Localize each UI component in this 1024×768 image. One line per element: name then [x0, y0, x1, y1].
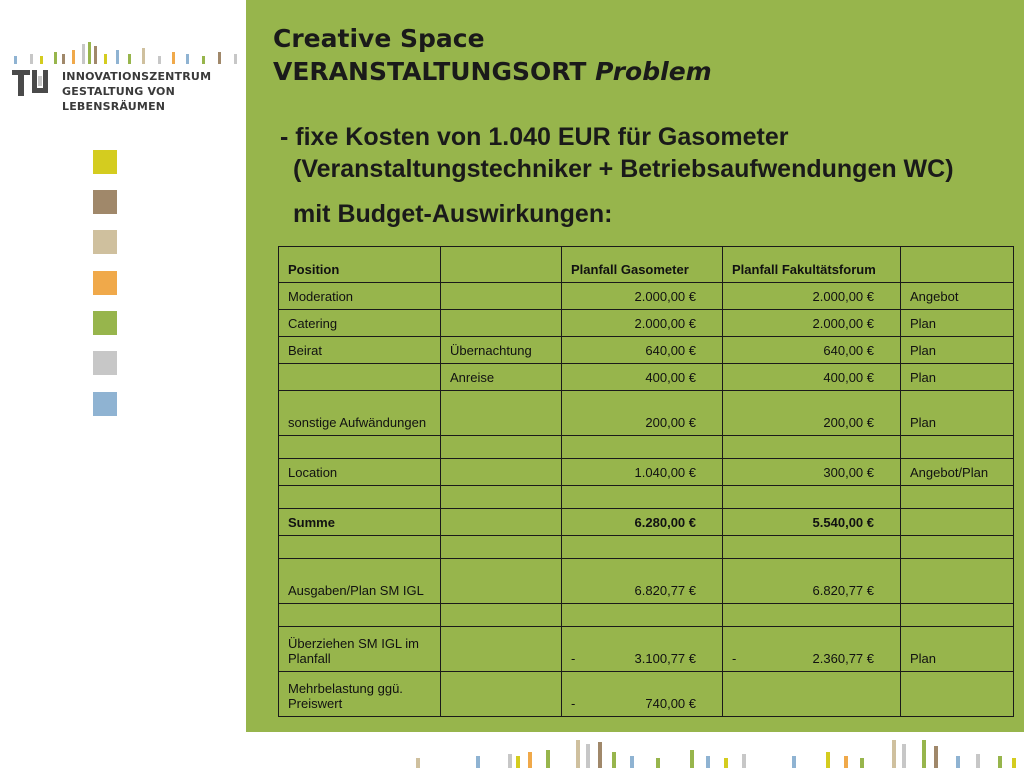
table-cell: 300,00 €: [723, 459, 901, 486]
table-cell: 2.000,00 €: [562, 283, 723, 310]
table-cell: Mehrbelastung ggü. Preiswert: [279, 672, 441, 717]
logo-bars-decoration: [12, 42, 244, 64]
table-row: [279, 559, 1014, 604]
table-cell: 2.000,00 €: [723, 310, 901, 337]
table-row: [279, 283, 1014, 310]
table-cell: 400,00 €: [723, 364, 901, 391]
decor-bar: [934, 746, 938, 768]
table-cell: Angebot/Plan: [901, 459, 1014, 486]
table-cell: [723, 627, 901, 672]
table-cell: [723, 604, 901, 627]
decor-bar: [956, 756, 960, 768]
table-cell: 400,00 €: [562, 364, 723, 391]
decor-bar: [902, 744, 906, 768]
table-cell: [279, 536, 441, 559]
decor-bar: [826, 752, 830, 768]
table-cell: [901, 672, 1014, 717]
table-cell: 5.540,00 €: [723, 509, 901, 536]
table-cell: Beirat: [279, 337, 441, 364]
table-cell: 200,00 €: [562, 391, 723, 436]
table-cell: Ausgaben/Plan SM IGL: [279, 559, 441, 604]
left-panel: [0, 0, 246, 768]
color-swatch: [93, 190, 117, 214]
bullet-line-1: - fixe Kosten von 1.040 EUR für Gasometer: [280, 123, 789, 151]
bottom-decoration: [246, 732, 1024, 768]
minus-sign: -: [571, 696, 576, 711]
subtitle-italic: Problem: [595, 57, 712, 86]
table-cell: [562, 672, 723, 717]
table-header-cell: [441, 247, 562, 283]
table-header-cell: Planfall Fakultätsforum: [723, 247, 901, 283]
table-cell: [562, 604, 723, 627]
table-cell: Überziehen SM IGL im Planfall: [279, 627, 441, 672]
table-row: [279, 364, 1014, 391]
color-swatch: [93, 271, 117, 295]
table-cell: [441, 283, 562, 310]
table-row: [279, 604, 1014, 627]
table-cell: [441, 391, 562, 436]
table-header-cell: Planfall Gasometer: [562, 247, 723, 283]
table-cell: 1.040,00 €: [562, 459, 723, 486]
table-cell: [441, 627, 562, 672]
decor-bar: [742, 754, 746, 768]
decor-bar: [792, 756, 796, 768]
color-swatch: [93, 351, 117, 375]
color-swatch: [93, 311, 117, 335]
table-cell: [901, 536, 1014, 559]
bullet-line-3: mit Budget-Auswirkungen:: [293, 200, 613, 228]
table-cell: Summe: [279, 509, 441, 536]
table-row: [279, 672, 1014, 717]
color-swatch: [93, 230, 117, 254]
logo: [12, 42, 244, 113]
decor-bar: [860, 758, 864, 768]
table-cell: [723, 436, 901, 459]
table-cell: 6.820,77 €: [723, 559, 901, 604]
table-cell: 6.280,00 €: [562, 509, 723, 536]
table-header-cell: Position: [279, 247, 441, 283]
table-cell: [562, 486, 723, 509]
logo-line2: GESTALTUNG VON LEBENSRÄUMEN: [62, 85, 175, 113]
table-cell: Moderation: [279, 283, 441, 310]
table-cell: [723, 672, 901, 717]
bullet-line-2: (Veranstaltungstechniker + Betriebsaufwendungen WC): [293, 155, 954, 183]
table-cell: [562, 536, 723, 559]
table-cell: 200,00 €: [723, 391, 901, 436]
table-cell: Plan: [901, 364, 1014, 391]
table-cell: [562, 627, 723, 672]
table-row: [279, 627, 1014, 672]
table-cell: 6.820,77 €: [562, 559, 723, 604]
decor-bar: [690, 750, 694, 768]
table-cell: Anreise: [441, 364, 562, 391]
table-cell: 2.000,00 €: [562, 310, 723, 337]
decor-bar: [598, 742, 602, 768]
table-row: [279, 486, 1014, 509]
table-cell: 2.000,00 €: [723, 283, 901, 310]
table-cell: Übernachtung: [441, 337, 562, 364]
table-cell: 640,00 €: [723, 337, 901, 364]
decor-bar: [516, 756, 520, 768]
table-cell: [441, 436, 562, 459]
decor-bar: [1012, 758, 1016, 768]
decor-bar: [416, 758, 420, 768]
table-cell: sonstige Aufwändungen: [279, 391, 441, 436]
cell-value: 3.100,77 €: [634, 651, 696, 666]
table-cell: Angebot: [901, 283, 1014, 310]
tu-logo-icon: [12, 68, 52, 98]
table-cell: [901, 436, 1014, 459]
table-cell: [279, 604, 441, 627]
table-cell: [441, 509, 562, 536]
table-cell: [441, 310, 562, 337]
decor-bar: [586, 744, 590, 768]
decor-bar: [892, 740, 896, 768]
table-cell: [441, 672, 562, 717]
table-header-row: [279, 247, 1014, 283]
table-row: [279, 509, 1014, 536]
table-cell: [441, 486, 562, 509]
table-cell: [901, 509, 1014, 536]
decor-bar: [998, 756, 1002, 768]
table-cell: Catering: [279, 310, 441, 337]
table-cell: [441, 459, 562, 486]
table-cell: Plan: [901, 310, 1014, 337]
table-cell: [901, 486, 1014, 509]
table-row: [279, 391, 1014, 436]
decor-bar: [546, 750, 550, 768]
table-cell: [441, 604, 562, 627]
table-row: [279, 459, 1014, 486]
table-cell: [279, 436, 441, 459]
budget-table: [278, 246, 1014, 717]
table-cell: 640,00 €: [562, 337, 723, 364]
table-header-cell: [901, 247, 1014, 283]
decor-bar: [630, 756, 634, 768]
decor-bar: [528, 752, 532, 768]
table-cell: [723, 536, 901, 559]
table-cell: [279, 486, 441, 509]
decor-bar: [656, 758, 660, 768]
cell-value: 740,00 €: [645, 696, 696, 711]
subtitle-bold: VERANSTALTUNGSORT: [273, 57, 587, 86]
decor-bar: [612, 752, 616, 768]
table-cell: [441, 536, 562, 559]
table-cell: [723, 486, 901, 509]
table-row: [279, 436, 1014, 459]
table-row: [279, 310, 1014, 337]
decor-bar: [724, 758, 728, 768]
cell-value: 2.360,77 €: [812, 651, 874, 666]
table-cell: [441, 559, 562, 604]
color-swatch: [93, 392, 117, 416]
decor-bar: [922, 740, 926, 768]
table-cell: [901, 559, 1014, 604]
decor-bar: [508, 754, 512, 768]
table-cell: [279, 364, 441, 391]
table-row: [279, 536, 1014, 559]
decor-bar: [576, 740, 580, 768]
table-cell: Plan: [901, 627, 1014, 672]
decor-bar: [976, 754, 980, 768]
table-cell: Plan: [901, 391, 1014, 436]
logo-line1: INNOVATIONSZENTRUM: [62, 70, 212, 83]
decor-bar: [706, 756, 710, 768]
decor-bar: [476, 756, 480, 768]
decor-bar: [844, 756, 848, 768]
table-cell: [901, 604, 1014, 627]
table-cell: [562, 436, 723, 459]
table-cell: Plan: [901, 337, 1014, 364]
slide-title: Creative Space: [273, 24, 485, 53]
table-cell: Location: [279, 459, 441, 486]
slide-subtitle: [273, 57, 712, 86]
minus-sign: -: [732, 651, 737, 666]
color-swatch: [93, 150, 117, 174]
table-row: [279, 337, 1014, 364]
logo-text: [62, 69, 244, 114]
minus-sign: -: [571, 651, 576, 666]
